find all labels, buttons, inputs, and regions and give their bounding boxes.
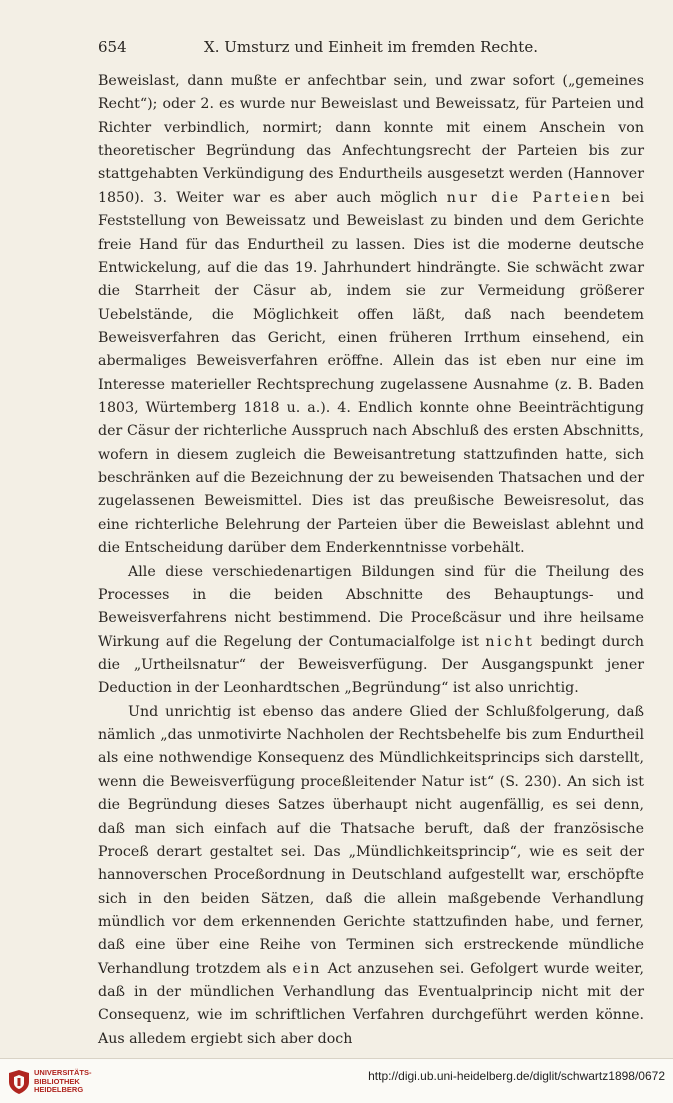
- text-run: Beweislast, dann mußte er anfechtbar sein, und zwar sofort („gemeines Recht“); oder 2. es wurde nur Beweislast und Beweissatz, für Parteien und Richter verbindlich, normirt; dann konnte mit einem Anschein von theoretischer Begründung das Anfechtungsrecht der Parteien bis zur stattgehabten Verkündigung des Endurtheils ausgesetzt werden (Hannover 1850). 3. Weiter war es aber auch möglich: [98, 73, 644, 206]
- source-url-link[interactable]: http://digi.ub.uni-heidelberg.de/diglit/schwartz1898/0672: [368, 1069, 665, 1083]
- text-run: bedingt durch die „Urtheilsnatur“ der Beweisverfügung. Der Ausgangspunkt jener Deduction in der Leonhardtschen „Begründung“ ist also unrichtig.: [98, 633, 645, 697]
- paragraph-3: [98, 701, 644, 1051]
- page-header: [98, 38, 644, 62]
- library-name-line: HEIDELBERG: [34, 1085, 84, 1095]
- text-run: bei Feststellung von Beweissatz und Beweislast zu binden und dem Gerichte freie Hand für das Endurtheil zu lassen. Dies ist die moderne deutsche Entwickelung, auf die das 19. Jahrhundert hindrängte. Sie schwächt zwar die Starrheit der Cäsur ab, indem sie zur Vermeidung größerer Uebelstände, die Möglichkeit offen läßt, daß nach beendetem Beweisverfahren das Gericht, einen früheren Irrthum einsehend, ein abermaliges Beweisverfahren eröffne. Allein das ist eben nur eine im Interesse materieller Rechtsprechung zugelassene Ausnahme (z. B. Baden 1803, Würtemberg 1818 u. a.). 4. Endlich konnte ohne Beeinträchtigung der Cäsur der richterliche Ausspruch nach Abschluß des ersten Abschnitts, wofern in diesem zugleich die Beweisantretung stattzufinden hatte, sich beschränken auf die Bezeichnung der zu beweisenden Thatsachen und der zugelassenen Beweismittel. Dies ist das preußische Beweisresolut, das eine richterliche Belehrung der Parteien über die Beweislast ablehnt und die Entscheidung darüber dem Enderkenntnisse vorbehält.: [98, 189, 644, 557]
- paragraph-2: [98, 561, 644, 701]
- page-number: 654: [98, 38, 127, 56]
- emphasized-text: nur die Parteien: [446, 189, 613, 206]
- library-seal-icon: [8, 1069, 30, 1095]
- text-run: Und unrichtig ist ebenso das andere Glied der Schlußfolgerung, daß nämlich „das unmotivirte Nachholen der Rechtsbehelfe bis zum Endurtheil als eine nothwendige Konsequenz des Mündlichkeitsprincips sich darstellt, wenn die Beweisverfügung proceßleitender Natur ist“ (S. 230). An sich ist die Begründung dieses Satzes überhaupt nicht augenfällig, es sei denn, daß man sich einfach auf die Thatsache beruft, daß der französische Proceß derart gestaltet sei. Das „Mündlichkeitsprincip“, wie es seit der hannoverschen Proceßordnung in Deutschland aufgestellt war, erschöpfte sich in den beiden Sätzen, daß die allein maßgebende Verhandlung mündlich vor dem erkennenden Gerichte stattzufinden habe, und ferner, daß eine über eine Reihe von Terminen sich erstreckende mündliche Verhandlung trotzdem als: [98, 703, 644, 977]
- text-run: Act anzusehen sei. Gefolgert wurde weiter, daß in der mündlichen Verhandlung das Eventualprincip nicht mit der Consequenz, wie im schriftlichen Verfahren durchgeführt werden könne. Aus alledem ergiebt sich aber doch: [98, 960, 644, 1047]
- library-name-line: UNIVERSITÄTS-: [34, 1068, 92, 1078]
- paragraph-1: [98, 70, 644, 561]
- running-title: X. Umsturz und Einheit im fremden Rechte.: [204, 38, 538, 56]
- emphasized-text: ein: [292, 960, 322, 977]
- library-name-line: BIBLIOTHEK: [34, 1076, 80, 1086]
- text-run: Alle diese verschiedenartigen Bildungen sind für die Theilung des Processes in die beiden Abschnitte des Behauptungs- und Beweisverfahrens nicht bestimmend. Die Proceßcäsur und ihre heilsame Wirkung auf die Regelung der Contumacialfolge ist: [98, 563, 644, 650]
- emphasized-text: nicht: [485, 633, 535, 650]
- library-footer: [0, 1058, 673, 1103]
- library-name: [34, 1069, 92, 1095]
- library-logo[interactable]: [8, 1068, 92, 1096]
- body-text: [98, 70, 644, 1051]
